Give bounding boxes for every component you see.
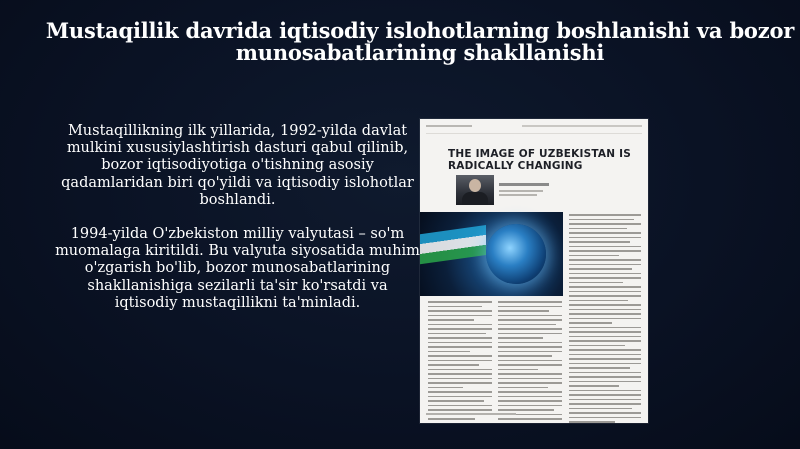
author-role-line (499, 194, 537, 196)
article-footer (426, 413, 516, 415)
article-column-right (569, 214, 641, 423)
slide-body (55, 123, 420, 329)
article-column-middle (498, 301, 562, 423)
paragraph-2: 1994-yilda O'zbekiston milliy valyutasi – so'm muomalaga kiritildi. Bu valyuta siyosatida muhim o'zgarish bo'lib, bozor munosabatlarining shakllanishiga sezilarli ta'sir ko'rsatdi va iqtisodiy mustaqillikni ta'minladi. (55, 226, 420, 311)
slide-title-line-1: Mustaqillik davrida iqtisodiy islohotlarning boshlanishi va bozor (45, 18, 795, 43)
article-headline: THE IMAGE OF UZBEKISTAN IS RADICALLY CHANGING (448, 148, 631, 172)
slide-title-line-2: munosabatlarining shakllanishi (235, 40, 605, 65)
globe-with-flag-icon (420, 212, 563, 296)
article-column-left (428, 301, 492, 423)
author-role-line (499, 190, 543, 192)
article-topbar (426, 125, 642, 129)
article-rule (426, 133, 642, 134)
author-name-line (499, 183, 549, 186)
article-page-image (420, 119, 648, 423)
author-portrait-icon (456, 175, 494, 205)
slide-title (40, 20, 800, 64)
paragraph-1: Mustaqillikning ilk yillarida, 1992-yilda davlat mulkini xususiylashtirish dasturi qabul qilinib, bozor iqtisodiyotiga o'tishning asosiy qadamlaridan biri qo'yildi va iqtisodiy islohotlar boshlandi. (61, 123, 414, 208)
